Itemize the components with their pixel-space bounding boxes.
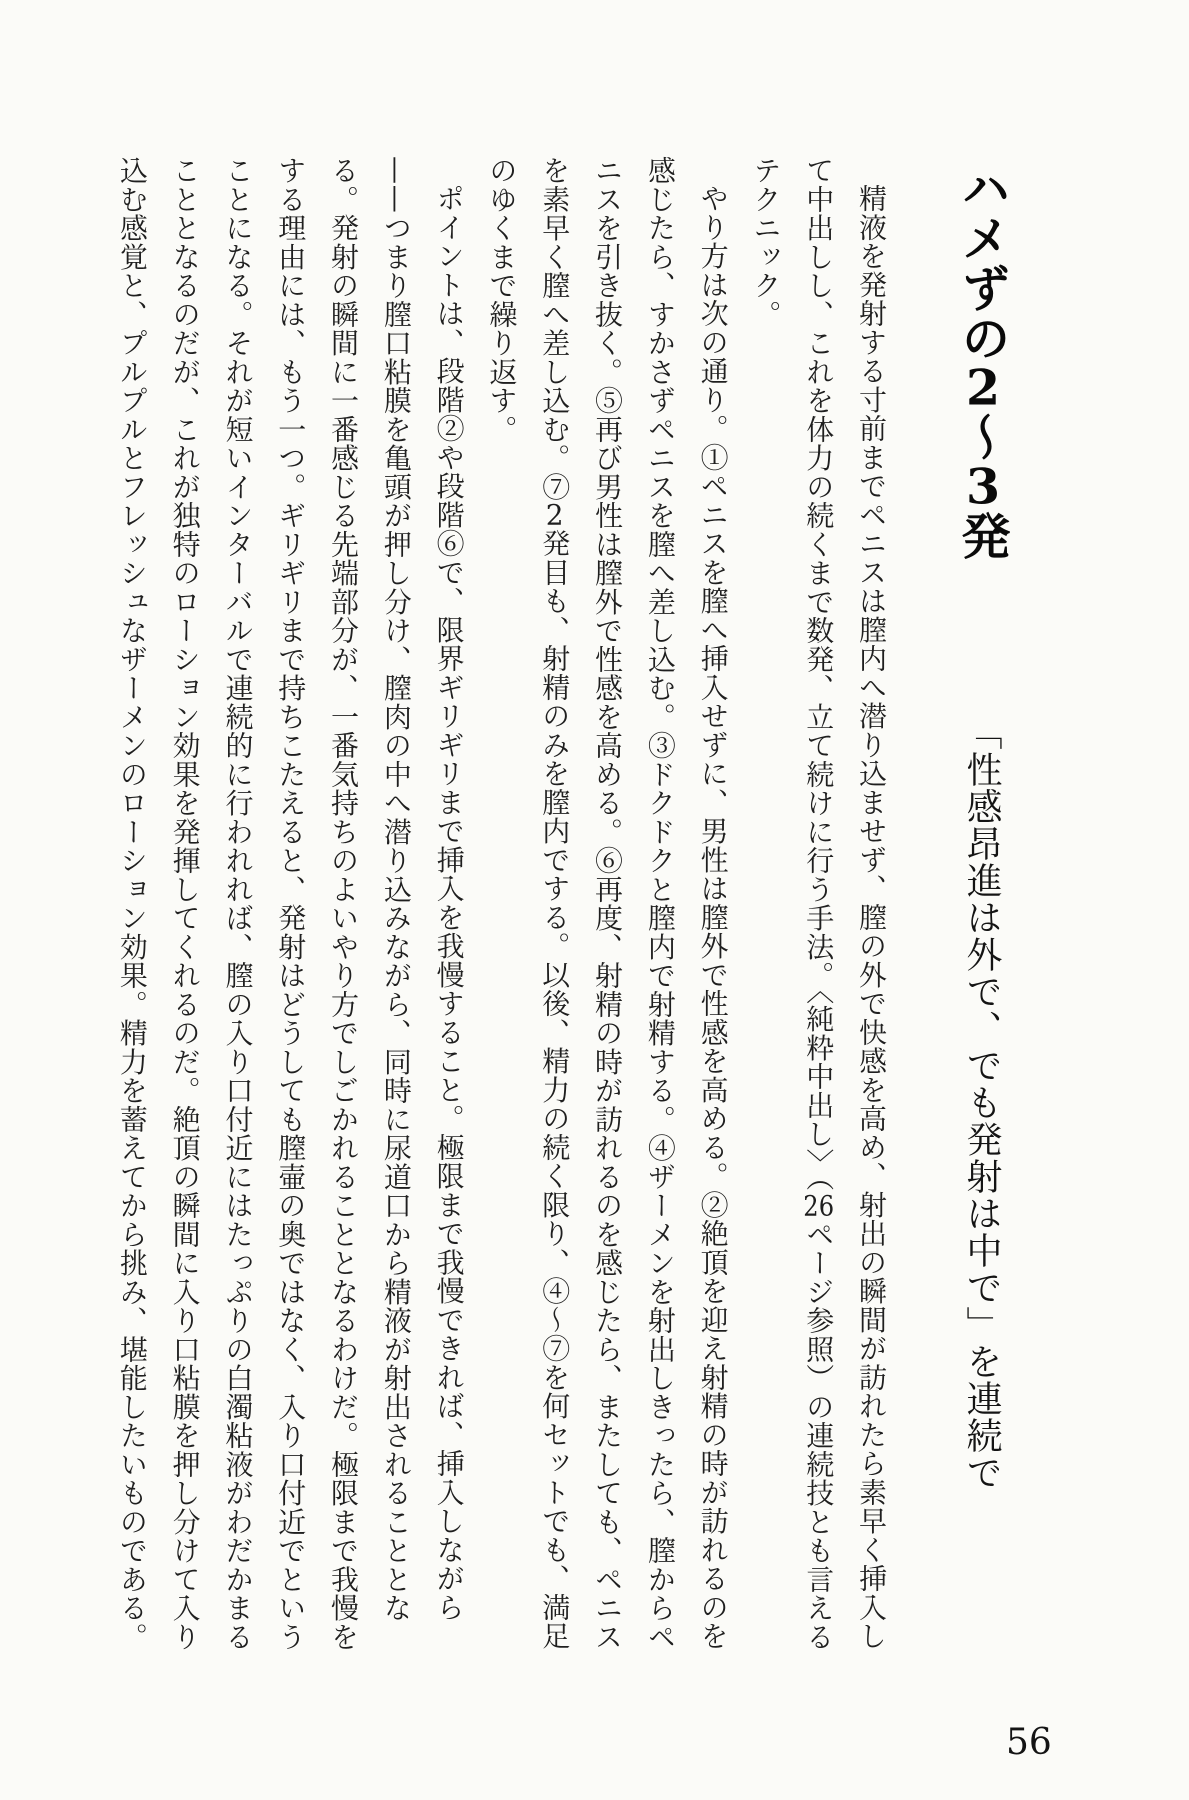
page-subtitle: 「性感昂進は外で、でも発射は中で」を連続で [961, 714, 1002, 1491]
paragraph: やり方は次の通り。①ペニスを膣へ挿入せずに、男性は膣外で性感を高める。②絶頂を迎え射精の時が訪れるのを感じたら、すかさずペニスを膣へ差し込む。③ドクドクと膣内で射精する。④ザーメンを射出しきったら、膣からペニスを引き抜く。⑤再び男性は膣外で性感を高める。⑥再度、射精の時が訪れるのを感じたら、またしても、ペニスを素早く膣へ差し込む。⑦2発目も、射精のみを膣内でする。以後、精力の続く限り、④〜⑦を何セットでも、満足のゆくまで繰り返す。 [485, 156, 730, 1651]
page-number: 56 [1006, 1722, 1052, 1763]
paragraph: ポイントは、段階②や段階⑥で、限界ギリギリまで挿入を我慢すること。極限まで我慢できれば、挿入しながら——つまり膣口粘膜を亀頭が押し分け、膣肉の中へ潜り込みながら、同時に尿道口から精液が射出されることとなる。発射の瞬間に一番感じる先端部分が、一番気持ちのよいやり方でしごかれることとなるわけだ。極限まで我慢をする理由には、もう一つ。ギリギリまで持ちこたえると、発射はどうしても膣壷の奥ではなく、入り口付近でということになる。それが短いインターバルで連続的に行われれば、膣の入り口付近にはたっぷりの白濁粘液がわだかまることとなるのだが、これが独特のローション効果を発揮してくれるのだ。絶頂の瞬間に入り口粘膜を押し分けて入り込む感覚と、プルプルとフレッシュなザーメンのローション効果。精力を蓄えてから挑み、堪能したいものである。 [115, 156, 466, 1651]
page-title: ハメずの2〜3発 [954, 163, 1012, 561]
tate-chu-yoko-digits: 2 [965, 363, 1001, 412]
tate-chu-yoko-digits: 3 [965, 462, 1001, 511]
body-text [105, 156, 897, 1651]
paragraph: 精液を発射する寸前までペニスは膣内へ潜り込ませず、膣の外で快感を高め、射出の瞬間が訪れたら素早く挿入して中出しし、これを体力の続くまで数発、立て続けに行う手法。〈純粋中出し〉（26ページ参照）の連続技とも言えるテクニック。 [749, 156, 888, 1651]
tate-chu-yoko-digits: 2 [545, 501, 564, 529]
tate-chu-yoko-digits: 26 [803, 1191, 835, 1220]
